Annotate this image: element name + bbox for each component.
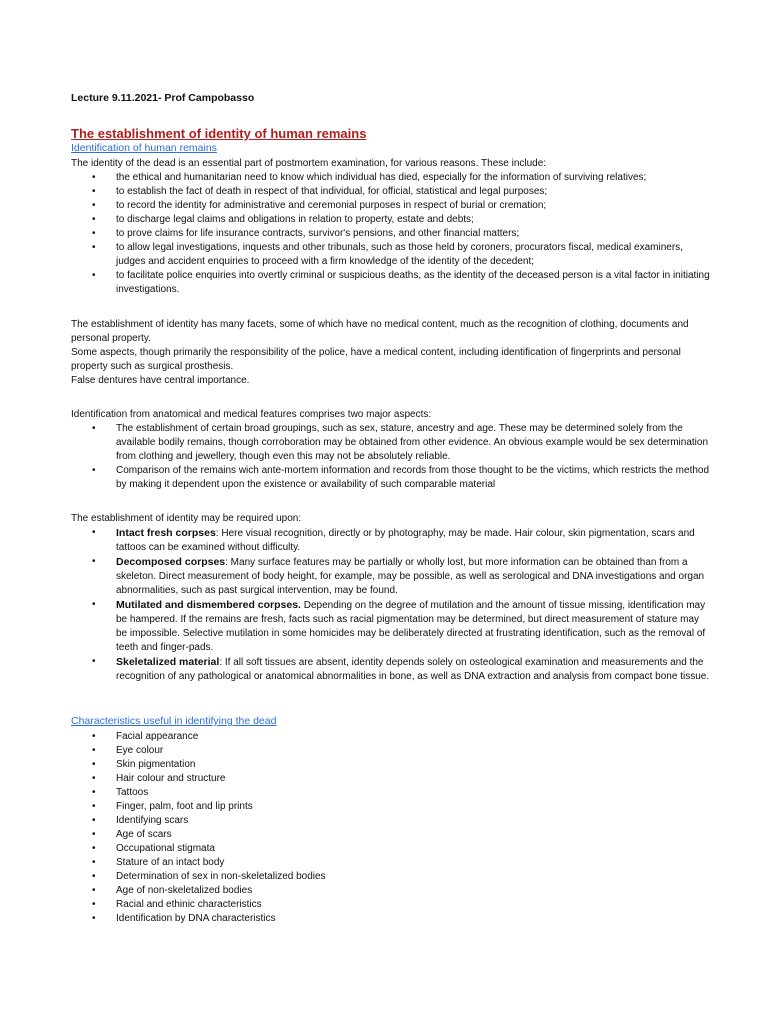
list-item: • Determination of sex in non-skeletalized bodies bbox=[71, 870, 711, 884]
list-item: • Age of scars bbox=[71, 828, 711, 842]
document-title: The establishment of identity of human remains bbox=[71, 126, 367, 141]
aspects-list bbox=[71, 422, 711, 492]
corpse-types-list bbox=[71, 526, 711, 684]
list-item: • Skin pigmentation bbox=[71, 758, 711, 772]
list-item: • Age of non-skeletalized bodies bbox=[71, 884, 711, 898]
facets-paragraph bbox=[71, 318, 711, 388]
paragraph-line: Some aspects, though primarily the responsibility of the police, have a medical content, including identification of fingerprints and personal property such as surgical prosthesis. bbox=[71, 347, 681, 372]
paragraph-line: The establishment of identity has many facets, some of which have no medical content, much as the recognition of clothing, documents and personal property. bbox=[71, 319, 689, 344]
list-item: • to record the identity for administrative and ceremonial purposes in respect of burial or cremation; bbox=[71, 199, 711, 213]
list-item: • to allow legal investigations, inquests and other tribunals, such as those held by coroners, procurators fiscal, medical examiners, judges and accident enquiries to proceed with a firm knowledge of the identity of the decedent; bbox=[71, 241, 711, 269]
list-item bbox=[71, 598, 711, 655]
list-item: • Stature of an intact body bbox=[71, 856, 711, 870]
paragraph-line: False dentures have central importance. bbox=[71, 375, 250, 386]
list-item: • to facilitate police enquiries into overtly criminal or suspicious deaths, as the identity of the deceased person is a vital factor in initiating investigations. bbox=[71, 269, 711, 297]
term-description: : Here visual recognition, directly or by photography, may be made. Hair colour, skin pigmentation, scars and tattoos can be examined without difficulty. bbox=[116, 528, 695, 553]
characteristics-list bbox=[71, 730, 711, 926]
list-item: • Eye colour bbox=[71, 744, 711, 758]
term-description: : Many surface features may be partially or wholly lost, but more information can be obtained than from a skeleton. Direct measurement of body height, for example, may be possible, as well as serological and DNA investigations and organ abnormalities, such as past surgical intervention, may be found. bbox=[116, 557, 705, 596]
list-item: • the ethical and humanitarian need to know which individual has died, especially for the information of surviving relatives; bbox=[71, 171, 711, 185]
list-item: • to discharge legal claims and obligations in relation to property, estate and debts; bbox=[71, 213, 711, 227]
list-item: • Finger, palm, foot and lip prints bbox=[71, 800, 711, 814]
reasons-list bbox=[71, 171, 711, 297]
term-label: Skeletalized material bbox=[116, 656, 220, 668]
list-item: • Identification by DNA characteristics bbox=[71, 912, 711, 926]
section-heading-identification: Identification of human remains bbox=[71, 142, 217, 154]
list-item: • Tattoos bbox=[71, 786, 711, 800]
list-item: • to establish the fact of death in respect of that individual, for official, statistical and legal purposes; bbox=[71, 185, 711, 199]
list-item bbox=[71, 655, 711, 684]
section3-intro: The establishment of identity may be required upon: bbox=[71, 513, 302, 524]
list-item: • Comparison of the remains wich ante-mortem information and records from those thought to be the victims, which restricts the method by making it dependent upon the existence or availability of such comparable material bbox=[71, 464, 711, 492]
term-description: : If all soft tissues are absent, identity depends solely on osteological examination and measurements and the recognition of any pathological or anatomical abnormalities in bone, as well as DNA extraction and analysis from compact bone tissue. bbox=[116, 657, 710, 682]
list-item: • to prove claims for life insurance contracts, survivor's pensions, and other financial matters; bbox=[71, 227, 711, 241]
list-item: • Facial appearance bbox=[71, 730, 711, 744]
list-item: • Hair colour and structure bbox=[71, 772, 711, 786]
term-label: Mutilated and dismembered corpses. bbox=[116, 599, 301, 611]
term-description: Depending on the degree of mutilation and the amount of tissue missing, identification may be hampered. If the remains are fresh, facts such as racial pigmentation may be determined, but direct measurement of stature may be impossible. Selective mutilation in some homicides may be deliberately directed at frustrating identification, such as the removal of teeth and finger-pads. bbox=[116, 600, 706, 653]
term-label: Decomposed corpses bbox=[116, 556, 226, 568]
list-item bbox=[71, 555, 711, 598]
list-item: • The establishment of certain broad groupings, such as sex, stature, ancestry and age. These may be determined solely from the available bodily remains, though corroboration may be obtained from other evidence. An obvious example would be sex determination from clothing and jewellery, though even this may not be absolutely reliable. bbox=[71, 422, 711, 464]
term-label: Intact fresh corpses bbox=[116, 527, 216, 539]
list-item bbox=[71, 526, 711, 555]
section2-intro: Identification from anatomical and medical features comprises two major aspects: bbox=[71, 409, 432, 420]
list-item: • Racial and ethinic characteristics bbox=[71, 898, 711, 912]
list-item: • Identifying scars bbox=[71, 814, 711, 828]
section1-intro: The identity of the dead is an essential part of postmortem examination, for various reasons. These include: bbox=[71, 158, 547, 169]
lecture-header: Lecture 9.11.2021- Prof Campobasso bbox=[71, 92, 255, 104]
list-item: • Occupational stigmata bbox=[71, 842, 711, 856]
section-heading-characteristics: Characteristics useful in identifying the dead bbox=[71, 715, 277, 727]
